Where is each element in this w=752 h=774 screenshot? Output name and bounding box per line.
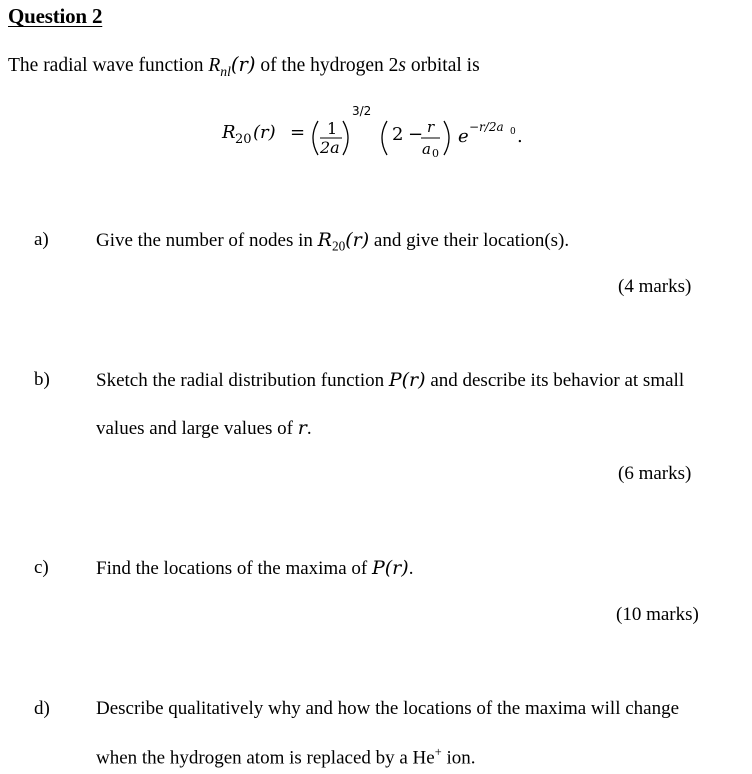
- part-b-line2-suffix: .: [306, 418, 312, 439]
- part-b-marks: (6 marks): [618, 463, 692, 484]
- eq-two: 2: [392, 124, 404, 145]
- part-a-label: a): [34, 229, 49, 250]
- part-d-line2-prefix: when the hydrogen atom is replaced by a He: [96, 747, 435, 769]
- part-c-p: P(r): [371, 557, 409, 579]
- part-c-suffix: .: [408, 558, 414, 579]
- eq-paren-left-2: [382, 121, 387, 155]
- part-a-sub: 20: [331, 238, 346, 254]
- part-d-line2-sup: +: [434, 745, 442, 759]
- part-a-marks: (4 marks): [618, 276, 692, 297]
- intro-text: [8, 53, 480, 80]
- part-d-label: d): [34, 698, 50, 719]
- part-b-line1: [96, 369, 684, 392]
- eq-exp-power-sub: 0: [510, 127, 516, 137]
- eq-exp-base: e: [458, 126, 469, 147]
- wavefunction-equation: [222, 104, 552, 160]
- eq-lhs-sub: 20: [235, 132, 252, 147]
- eq-frac2-num: r: [427, 118, 435, 136]
- eq-period: .: [517, 126, 523, 147]
- intro-suffix: orbital is: [406, 55, 480, 76]
- eq-frac1-num: 1: [327, 119, 338, 138]
- part-c-prefix: Find the locations of the maxima of: [96, 558, 372, 579]
- part-b-line2-prefix: values and large values of: [96, 418, 298, 439]
- intro-symbol-sub: nl: [220, 63, 231, 79]
- part-b-prefix: Sketch the radial distribution function: [96, 370, 389, 391]
- equation-graphic: [222, 104, 552, 160]
- part-a-prefix: Give the number of nodes in: [96, 230, 318, 251]
- part-a-arg: (r): [345, 229, 370, 251]
- part-b-line2: [96, 417, 312, 440]
- intro-symbol-arg: (r): [230, 53, 256, 76]
- part-d-line1: Describe qualitatively why and how the locations of the maxima will change: [96, 698, 680, 719]
- part-d-line2: [96, 745, 475, 769]
- eq-minus: −: [408, 124, 424, 145]
- eq-lhs-arg: (r): [253, 122, 276, 143]
- eq-frac2-den-sub: 0: [432, 147, 439, 160]
- eq-paren-left-1: [313, 121, 318, 155]
- eq-frac2-den-a: a: [422, 140, 431, 158]
- part-b-line2-r: r: [297, 417, 307, 439]
- eq-paren-right-1: [343, 121, 348, 155]
- intro-middle: of the hydrogen 2: [255, 55, 399, 76]
- eq-exponent: 3/2: [352, 104, 372, 118]
- part-c-marks: (10 marks): [616, 604, 699, 625]
- eq-exp-power: −r/2a: [469, 120, 504, 134]
- part-c-text: [96, 557, 413, 580]
- question-title: Question 2: [8, 4, 103, 28]
- eq-paren-right-2: [444, 121, 449, 155]
- part-a-text: [96, 229, 569, 255]
- intro-symbol-r: R: [208, 55, 221, 76]
- part-d-line2-suffix: ion.: [441, 747, 476, 769]
- eq-frac1-den: 2a: [320, 138, 340, 157]
- intro-orbital-s: s: [398, 55, 406, 76]
- part-b-p: P(r): [388, 369, 426, 391]
- intro-prefix: The radial wave function: [8, 55, 209, 76]
- part-a-suffix: and give their location(s).: [369, 230, 570, 251]
- part-b-suffix: and describe its behavior at small: [425, 370, 685, 391]
- part-c-label: c): [34, 557, 49, 578]
- part-a-r: R: [317, 229, 332, 251]
- eq-lhs-r: R: [222, 122, 236, 143]
- eq-equals: =: [290, 122, 306, 143]
- part-b-label: b): [34, 369, 50, 390]
